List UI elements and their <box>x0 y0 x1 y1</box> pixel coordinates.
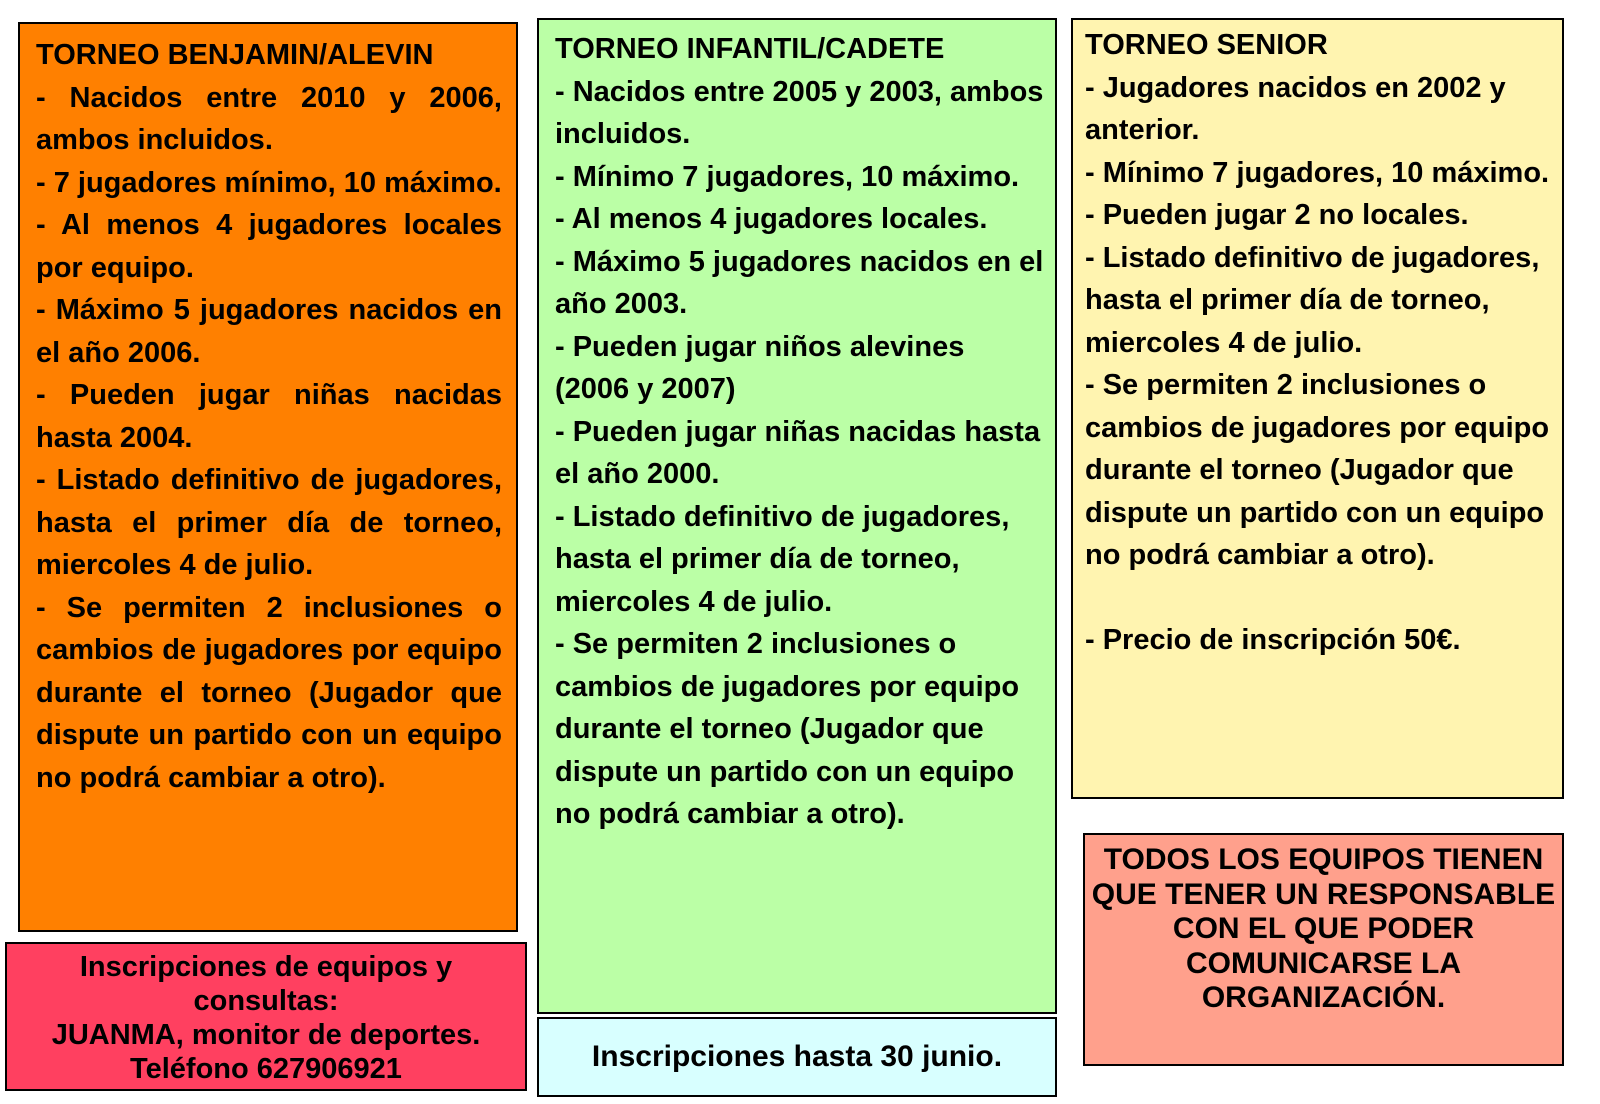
senior-rule-changes: - Se permiten 2 inclusiones o cambios de jugadores por equipo durante el torneo (Jugador que dispute un partido con un equipo no podrá cambiar a otro). <box>1085 369 1550 571</box>
senior-price: - Precio de inscripción 50€. <box>1085 624 1461 656</box>
deadline-text: Inscripciones hasta 30 junio. <box>591 1040 1003 1073</box>
senior-rule-final-list: - Listado definitivo de jugadores, hasta el primer día de torneo, miercoles 4 de julio. <box>1085 241 1540 359</box>
benjamin-rule-locals: - Al menos 4 jugadores locales por equipo. <box>36 209 502 284</box>
inscripciones-phone: Teléfono 627906921 <box>130 1053 402 1085</box>
deadline-box <box>537 1017 1057 1097</box>
inscripciones-contact-box <box>5 942 527 1091</box>
infantil-rule-alevines: - Pueden jugar niños alevines (2006 y 2007) <box>555 330 965 405</box>
infantil-rule-final-list: - Listado definitivo de jugadores, hasta el primer día de torneo, miercoles 4 de julio. <box>555 500 1010 618</box>
infantil-rule-girls: - Pueden jugar niñas nacidas hasta el año 2000. <box>555 415 1041 490</box>
benjamin-alevin-title: TORNEO BENJAMIN/ALEVIN <box>36 39 434 71</box>
senior-spacer <box>1085 577 1554 620</box>
inscripciones-contact-name: JUANMA, monitor de deportes. <box>51 1019 481 1051</box>
senior-rule-birth: - Jugadores nacidos en 2002 y anterior. <box>1085 71 1506 146</box>
responsable-notice-box <box>1083 833 1564 1066</box>
responsable-notice-text: TODOS LOS EQUIPOS TIENEN QUE TENER UN RESPONSABLE CON EL QUE PODER COMUNICARSE LA ORGANIZACIÓN. <box>1091 843 1556 1014</box>
infantil-rule-birth: - Nacidos entre 2005 y 2003, ambos incluidos. <box>555 75 1044 150</box>
senior-title: TORNEO SENIOR <box>1085 29 1328 61</box>
benjamin-rule-final-list: - Listado definitivo de jugadores, hasta el primer día de torneo, miercoles 4 de julio. <box>36 464 502 581</box>
benjamin-rule-players: - 7 jugadores mínimo, 10 máximo. <box>36 166 502 199</box>
senior-rule-non-locals: - Pueden jugar 2 no locales. <box>1085 199 1469 231</box>
infantil-rule-locals: - Al menos 4 jugadores locales. <box>555 203 988 235</box>
senior-box <box>1071 18 1564 799</box>
senior-rule-players: - Mínimo 7 jugadores, 10 máximo. <box>1085 156 1550 189</box>
benjamin-rule-max-2006: - Máximo 5 jugadores nacidos en el año 2006. <box>36 294 502 369</box>
inscripciones-heading: Inscripciones de equipos y consultas: <box>79 951 453 1017</box>
benjamin-alevin-box <box>18 22 518 932</box>
infantil-rule-players: - Mínimo 7 jugadores, 10 máximo. <box>555 160 1020 193</box>
infantil-rule-max-2003: - Máximo 5 jugadores nacidos en el año 2003. <box>555 245 1044 320</box>
benjamin-rule-girls: - Pueden jugar niñas nacidas hasta 2004. <box>36 379 502 454</box>
infantil-cadete-box <box>537 18 1057 1014</box>
infantil-cadete-title: TORNEO INFANTIL/CADETE <box>555 33 945 65</box>
infantil-rule-changes: - Se permiten 2 inclusiones o cambios de jugadores por equipo durante el torneo (Jugador que dispute un partido con un equipo no podrá cambiar a otro). <box>555 628 1020 830</box>
benjamin-rule-birth: - Nacidos entre 2010 y 2006, ambos incluidos. <box>36 81 502 156</box>
benjamin-rule-changes: - Se permiten 2 inclusiones o cambios de jugadores por equipo durante el torneo (Jugador que dispute un partido con un equipo no podrá cambiar a otro). <box>36 591 502 794</box>
